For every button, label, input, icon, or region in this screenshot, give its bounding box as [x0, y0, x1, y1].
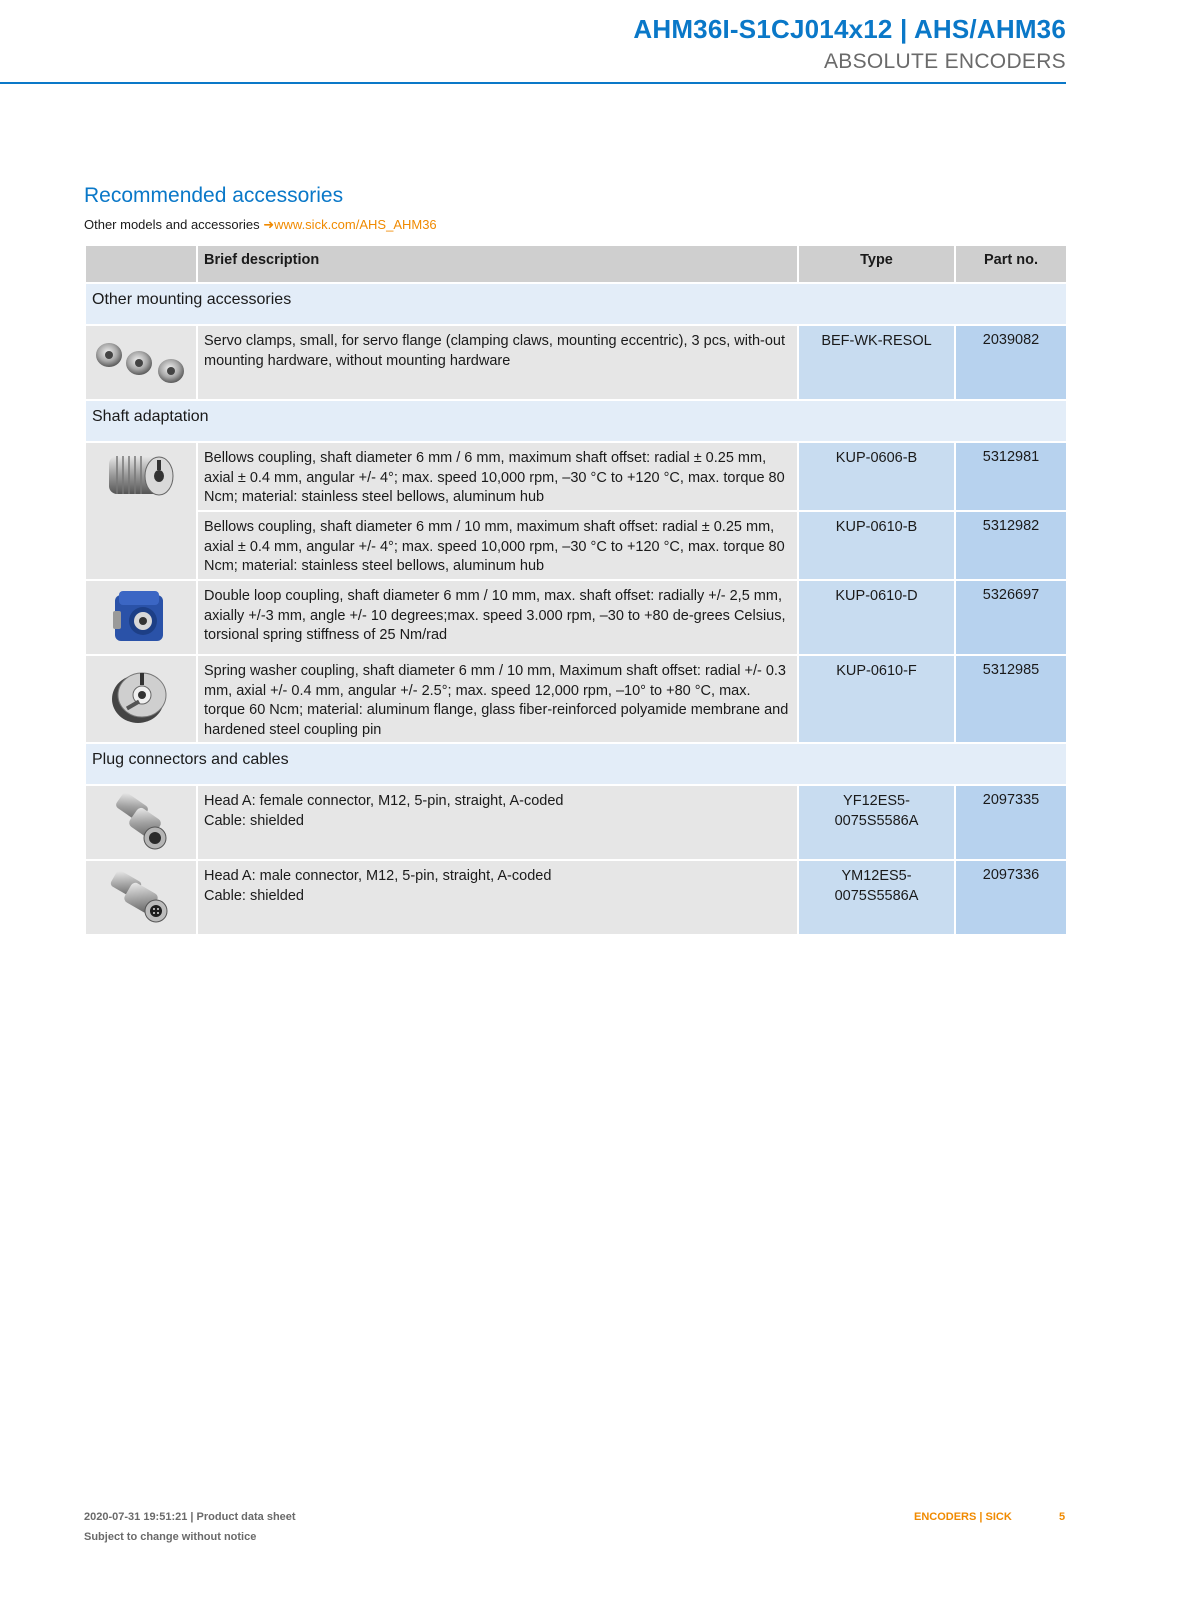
row-part-no: 5312982 — [955, 511, 1067, 580]
servo-clamps-image — [86, 326, 196, 398]
row-type: BEF-WK-RESOL — [798, 325, 955, 400]
group-label: Other mounting accessories — [85, 283, 1067, 325]
footer-date: 2020-07-31 19:51:21 | Product data sheet — [84, 1511, 296, 1523]
row-type-line1: YM12ES5- — [841, 868, 912, 884]
group-row — [85, 743, 1067, 785]
header-description: Brief description — [197, 245, 798, 283]
product-image-cell — [85, 785, 197, 860]
row-part-no: 2039082 — [955, 325, 1067, 400]
product-image-cell — [85, 442, 197, 580]
header-type: Type — [798, 245, 955, 283]
header-image-cell — [85, 245, 197, 283]
row-part-no: 5312981 — [955, 442, 1067, 511]
row-description: Bellows coupling, shaft diameter 6 mm / 6 mm, maximum shaft offset: radial ± 0.25 mm, axial ± 0.4 mm, angular +/- 4°; max. speed 10,000 rpm, –30 °C to +120 °C, max. torque 80 Ncm; material: stainless steel bellows, aluminum hub — [197, 442, 798, 511]
group-row — [85, 400, 1067, 442]
table-row — [85, 655, 1067, 743]
row-description-line2: Cable: shielded — [204, 812, 304, 829]
row-type — [798, 785, 955, 860]
row-part-no: 2097336 — [955, 860, 1067, 935]
table-row — [85, 442, 1067, 511]
male-connector-image — [86, 861, 196, 933]
row-type-line1: YF12ES5- — [843, 793, 910, 809]
section-note — [84, 217, 437, 233]
row-description: Bellows coupling, shaft diameter 6 mm / 10 mm, maximum shaft offset: radial ± 0.25 mm, axial ± 0.4 mm, angular +/- 4°; max. speed 10,000 rpm, –30 °C to +120 °C, max. torque 80 Ncm; material: stainless steel bellows, aluminum hub — [197, 511, 798, 580]
row-part-no: 5312985 — [955, 655, 1067, 743]
spring-washer-coupling-image — [86, 656, 196, 736]
note-text: Other models and accessories — [84, 217, 260, 232]
row-description: Servo clamps, small, for servo flange (clamping claws, mounting eccentric), 3 pcs, with-out mounting hardware, without mounting hardware — [197, 325, 798, 400]
row-type-line2: 0075S5586A — [834, 887, 919, 904]
header-divider — [0, 82, 1066, 84]
row-type: KUP-0610-B — [798, 511, 955, 580]
table-row — [85, 860, 1067, 935]
accessories-link[interactable]: www.sick.com/AHS_AHM36 — [274, 217, 437, 232]
arrow-right-icon: ➜ — [263, 217, 275, 232]
product-image-cell — [85, 580, 197, 655]
document-title: AHM36I-S1CJ014x12 | AHS/AHM36 — [633, 14, 1066, 44]
row-part-no: 2097335 — [955, 785, 1067, 860]
section-title: Recommended accessories — [84, 184, 344, 207]
product-image-cell — [85, 860, 197, 935]
accessories-table — [84, 244, 1068, 936]
footer-brand: ENCODERS | SICK — [914, 1511, 1012, 1523]
table-row — [85, 511, 1067, 580]
document-subtitle: ABSOLUTE ENCODERS — [824, 50, 1066, 73]
row-description-line1: Head A: male connector, M12, 5-pin, straight, A-coded — [204, 868, 552, 884]
group-label: Plug connectors and cables — [85, 743, 1067, 785]
row-part-no: 5326697 — [955, 580, 1067, 655]
table-row — [85, 325, 1067, 400]
row-description — [197, 860, 798, 935]
table-row — [85, 785, 1067, 860]
row-description: Spring washer coupling, shaft diameter 6 mm / 10 mm, Maximum shaft offset: radial +/- 0.3 mm, axial +/- 0.4 mm, angular +/- 2.5°; max. speed 12,000 rpm, –10° to +80 °C, max. torque 60 Ncm; material: aluminum flange, glass fiber-reinforced polyamide membrane and hardened steel coupling pin — [197, 655, 798, 743]
page-number: 5 — [1059, 1511, 1066, 1523]
bellows-coupling-image — [86, 443, 196, 509]
row-description-line1: Head A: female connector, M12, 5-pin, straight, A-coded — [204, 793, 564, 809]
header-part-no: Part no. — [955, 245, 1067, 283]
product-image-cell — [85, 325, 197, 400]
row-type — [798, 860, 955, 935]
row-type-line2: 0075S5586A — [834, 812, 919, 829]
double-loop-coupling-image — [86, 581, 196, 653]
female-connector-image — [86, 786, 196, 858]
table-header-row — [85, 245, 1067, 283]
row-description-line2: Cable: shielded — [204, 887, 304, 904]
footer-notice: Subject to change without notice — [84, 1531, 257, 1543]
row-description: Double loop coupling, shaft diameter 6 mm / 10 mm, max. shaft offset: radially +/- 2,5 mm, axially +/-3 mm, angle +/- 10 degrees;max. speed 3.000 rpm, –30 to +80 de-grees Celsius, torsional spring stiffness of 25 Nm/rad — [197, 580, 798, 655]
row-type: KUP-0606-B — [798, 442, 955, 511]
row-description — [197, 785, 798, 860]
row-type: KUP-0610-D — [798, 580, 955, 655]
row-type: KUP-0610-F — [798, 655, 955, 743]
group-row — [85, 283, 1067, 325]
group-label: Shaft adaptation — [85, 400, 1067, 442]
product-image-cell — [85, 655, 197, 743]
table-row — [85, 580, 1067, 655]
